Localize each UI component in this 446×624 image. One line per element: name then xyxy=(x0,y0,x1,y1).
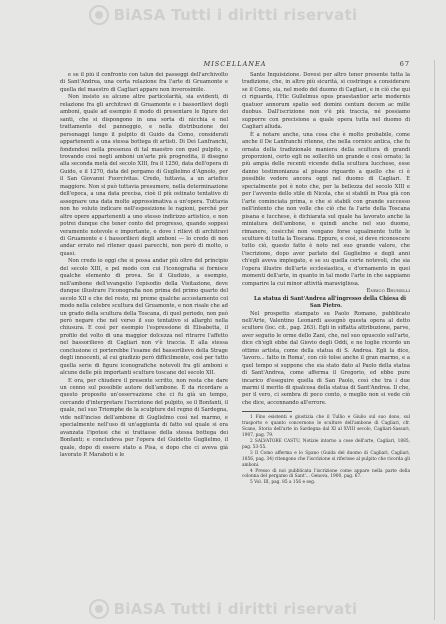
right-column xyxy=(242,72,410,587)
page-number: 67 xyxy=(399,60,410,68)
paragraph: Non insisto su alcune altre particolarità, sia evidenti, di relazione fra gli architravi di Gruamonte e i bassorilievi degli amboni, quale ad esempio il modo di presentare le figure dei santi, che si dispongono in una sorta di nicchia e nel trattamento del panneggio, e nella distribuzione dei personaggi lungo il pulpito di Guido da Como, considerati appartenenti a una stessa bottega di artisti. Di Dei Lanfranchi, fondendosi nella presenza di tal maestro con quel pulpito, e trovando così negli amboni un'arte più progredita, il disegno alla seconda metà del secolo XIII, fra il 1250, data dell'opera di Guido, e il 1270, data del pergamo di Guglielmo d'Agnolo, per il San Giovanni Fuorcivitas. Credo, tuttavia, a un artefice maggiore. Non si può tuttavia presumere, nella determinazione dell'epoca, a una data precisa, cioè il più ostinato tentativo di assegnare una data molto approssimativa a un'opera. Tuttavia non ho voluto indicare nell'esposizione le ragioni, perché per altre opere appartenenti a uno stesso indirizzo artistico, e non potrei dunque che tener conto del progresso, quando soppesi veramente notevole e importante, e dove i rilievi di architravi di Gruamonte e i bassorilievi degli amboni — lo credo di non andar errato nel ritener quasi parecchi, non però di molto, o quasi. xyxy=(60,94,228,257)
page-edge-line xyxy=(434,60,435,620)
footnote: 2 SALVATORE CASTU, Notizie intorno a cose dell'arte, Cagliari, 1885, pag. 53-55. xyxy=(242,439,410,450)
running-title: MISCELLANEA xyxy=(203,60,267,68)
paragraph: e se il più il confronto con talun dei passeggi dell'archivolto di Sant'Andrea, una certa relazione fra l'arte di Gruamonte e quella del maestro di Cagliari appare non inverosimile. xyxy=(60,72,228,93)
watermark-bottom xyxy=(0,598,446,620)
paragraph: Sante Inquisizione. Dovesi per altro tener presente tutta la tradizione, che, in altro più sicurità, si costringe a considerare se il Como, sia, nel modo del duomo di Cagliari, e in ciò che qui ci riguarda, l'Hic Gullelmus opus praestantior arte modernis quatuor annorum spatio sed domini centum decem ac mille duobus. Dall'iscrizione non v'è più traccia, né possiamo supporre con precisione a quale opera tutta nel duomo di Cagliari alluda. xyxy=(242,72,410,131)
watermark-top xyxy=(0,4,446,26)
footnote: 1 Fino esistenti e giustizia che il Tullio e Giulio sul suo dono, sul trasporto e quanto concernono le sculture dell'ambone di Cagliari, cfr. Scano, Storia dell'arte in Sardegna dal XI al XVIII secolo, Cagliari-Sassari, 1907, pag. 79. xyxy=(242,415,410,439)
left-column xyxy=(60,72,228,587)
watermark-text-bottom: BiASA Tutti i diritti riservati xyxy=(113,600,358,618)
running-header xyxy=(60,60,410,72)
paragraph: E ora, per chiudere il presente scritto, non resta che dare un cenno sul possibile autore dell'ambone. È da ricordare a questo proposito un'osservazione che ci fu già un tempo, cercando d'interpretare l'iscrizione del pulpito, se il Bonfanti, il quale, nel suo Triomphe de la sculpture del regno di Sardegna, vide nell'inciso dell'ambone di Guglielmo così nel marmo, e specialmente nell'uso di un'aggiunta di fatto sul quale si era avanzata l'ipotesi che si trattasse della stessa bottega dei Bonfanti; e concludeva per l'opera del Guidetto Guglielmo, il quale, dopo di essere stato a Pisa, e dopo che ci aveva già lavorato P. Maraboti e le xyxy=(60,377,228,459)
footnote: 3 Il Como afferma e lo Spano (Guida del duomo di Cagliari, Cagliari, 1856, pag. 34) ritengono che l'iscrizione si riferisse al pulpito che ricorda gli amboni. xyxy=(242,450,410,468)
footnote-divider xyxy=(242,411,292,412)
paragraph: È a notare anche, una cosa che è molto probabile, come anche il De Lanfranchi ritenne, che nella cornice antica, che fu ornata della tradizionale maniera della scultura di grandi proporzioni, certo egli ne sollecitò un grande e così ornato; la più ampia delle recenti vicende della scultura lucchese, esse danno testimonianza al pisano riguardo a quello che ci è possibile vedere ancora oggi nel duomo di Cagliari. E specialmente poi è noto che, per la bellezza del secolo XIII e per l'avvento dello stile di Nicola, che si stabilì in Pisa già con l'arte cominciata prima, e che si stabilì con grande successo nell'intento che non volle che ciò che fa l'arte della Toscana pisana e lucchese, è dichiarata sul quale ha lavorato anche la miniatura dell'ambone, e quindi anche nel suo duomo, rimanere, cosicché non vengano forse ugualmente tutte le sculture di tutta la Toscana. Eppure, e così, si deve riconoscere tutto ciò, questo fatto è noto nel suo grande valore, che l'iscrizione, dopo aver parlato del Guglielmo e degli anni ch'egli aveva impiegato, e se su quella certe notevoli, che sia l'opera illustre dell'arte ecclesiastica, e d'ornamento in quei momenti dell'arte, in quanto in tal modo l'arte in che sappiamo comparire la cui minor attività maravigliosa. xyxy=(242,131,410,287)
footnote: 5 Vol. III, pag. 85 a 156 e seg. xyxy=(250,480,316,486)
section-heading: La statua di Sant'Andrea all'ingresso della Chiesa di San Pietro. xyxy=(253,295,406,310)
paragraph: Nel prospetto stampato su Paolo Romano, pubblicato nell'Arte, Valentino Leonardi assegnò questa opera al detto scultore (loc. cit., pag. 263). Egli in siffatta attribuzione, parve, aver seguito le orme dello Zani, che, nel suo opuscolo sull'arte, dice ch'egli ebbe dal Giovio degli Oddi, e ne toglie ricordo un ottimo artista, come della statua di S. Andrea. Egli la dice, 'lavoro... fatto in Roma', con ciò tolse anche il gran marmo, e a quel tempo si suppone che sia stato dato al Paolo della statua di Sant'Andrea, come afferma il Gregorio, ed ebbe pure incarico d'eseguire quella di San Paolo, così che tra i due marmi il merito di qualcosa della statua di Sant'Andrea. Il che, per il vero, ci sembra di poco conto, o meglio non si vede ciò che dice, accennando all'errore. xyxy=(242,310,410,406)
library-seal-icon xyxy=(89,599,109,619)
watermark-text-top: BiASA Tutti i diritti riservati xyxy=(113,6,358,24)
paragraph: Non credo io oggi che si possa andar più oltre del principio del secolo XIII, e pel modo con cui l'iconografia si fornisce qualche elemento di prova. Se il Giudizio, a esempio, nell'ambone dell'evangelio l'episodio della Visitazione, deve dunque illustrare l'iconografia non prima del primo quarto del secolo XII e che del resto, mi preme qualche accostamento col modo nella celebre scultura del Gruamonte, e non risale che ad un grado della scultura della Toscana, di quel periodo, non può però negare che nel verso il suo tentativo si allarghi nella chiusura. E così per esempio l'espressione di Elisabetta, il profilo del volto di una maggior dolcezza nel ritrarre l'affetto nel bassorilievo di Cagliari non v'è traccia. E alla stessa conclusione ci porterebbe l'esame del bassorilievo della Strage degli innocenti, al cui giudizio però difficilmente, così per tutto quella serie di figure iconografiche notevoli fra gli amboni e alcune delle più importanti sculture toscane del secolo XII. xyxy=(60,258,228,377)
footnote: 4 Presso di noi pubblicata l'iscrizione come appare nella parte della colonna del pergamo di Sant'... Genova, 1900, pag. 67. xyxy=(242,468,410,480)
library-seal-icon xyxy=(89,5,109,25)
author-signature: Enrico Brunelli xyxy=(366,288,410,295)
